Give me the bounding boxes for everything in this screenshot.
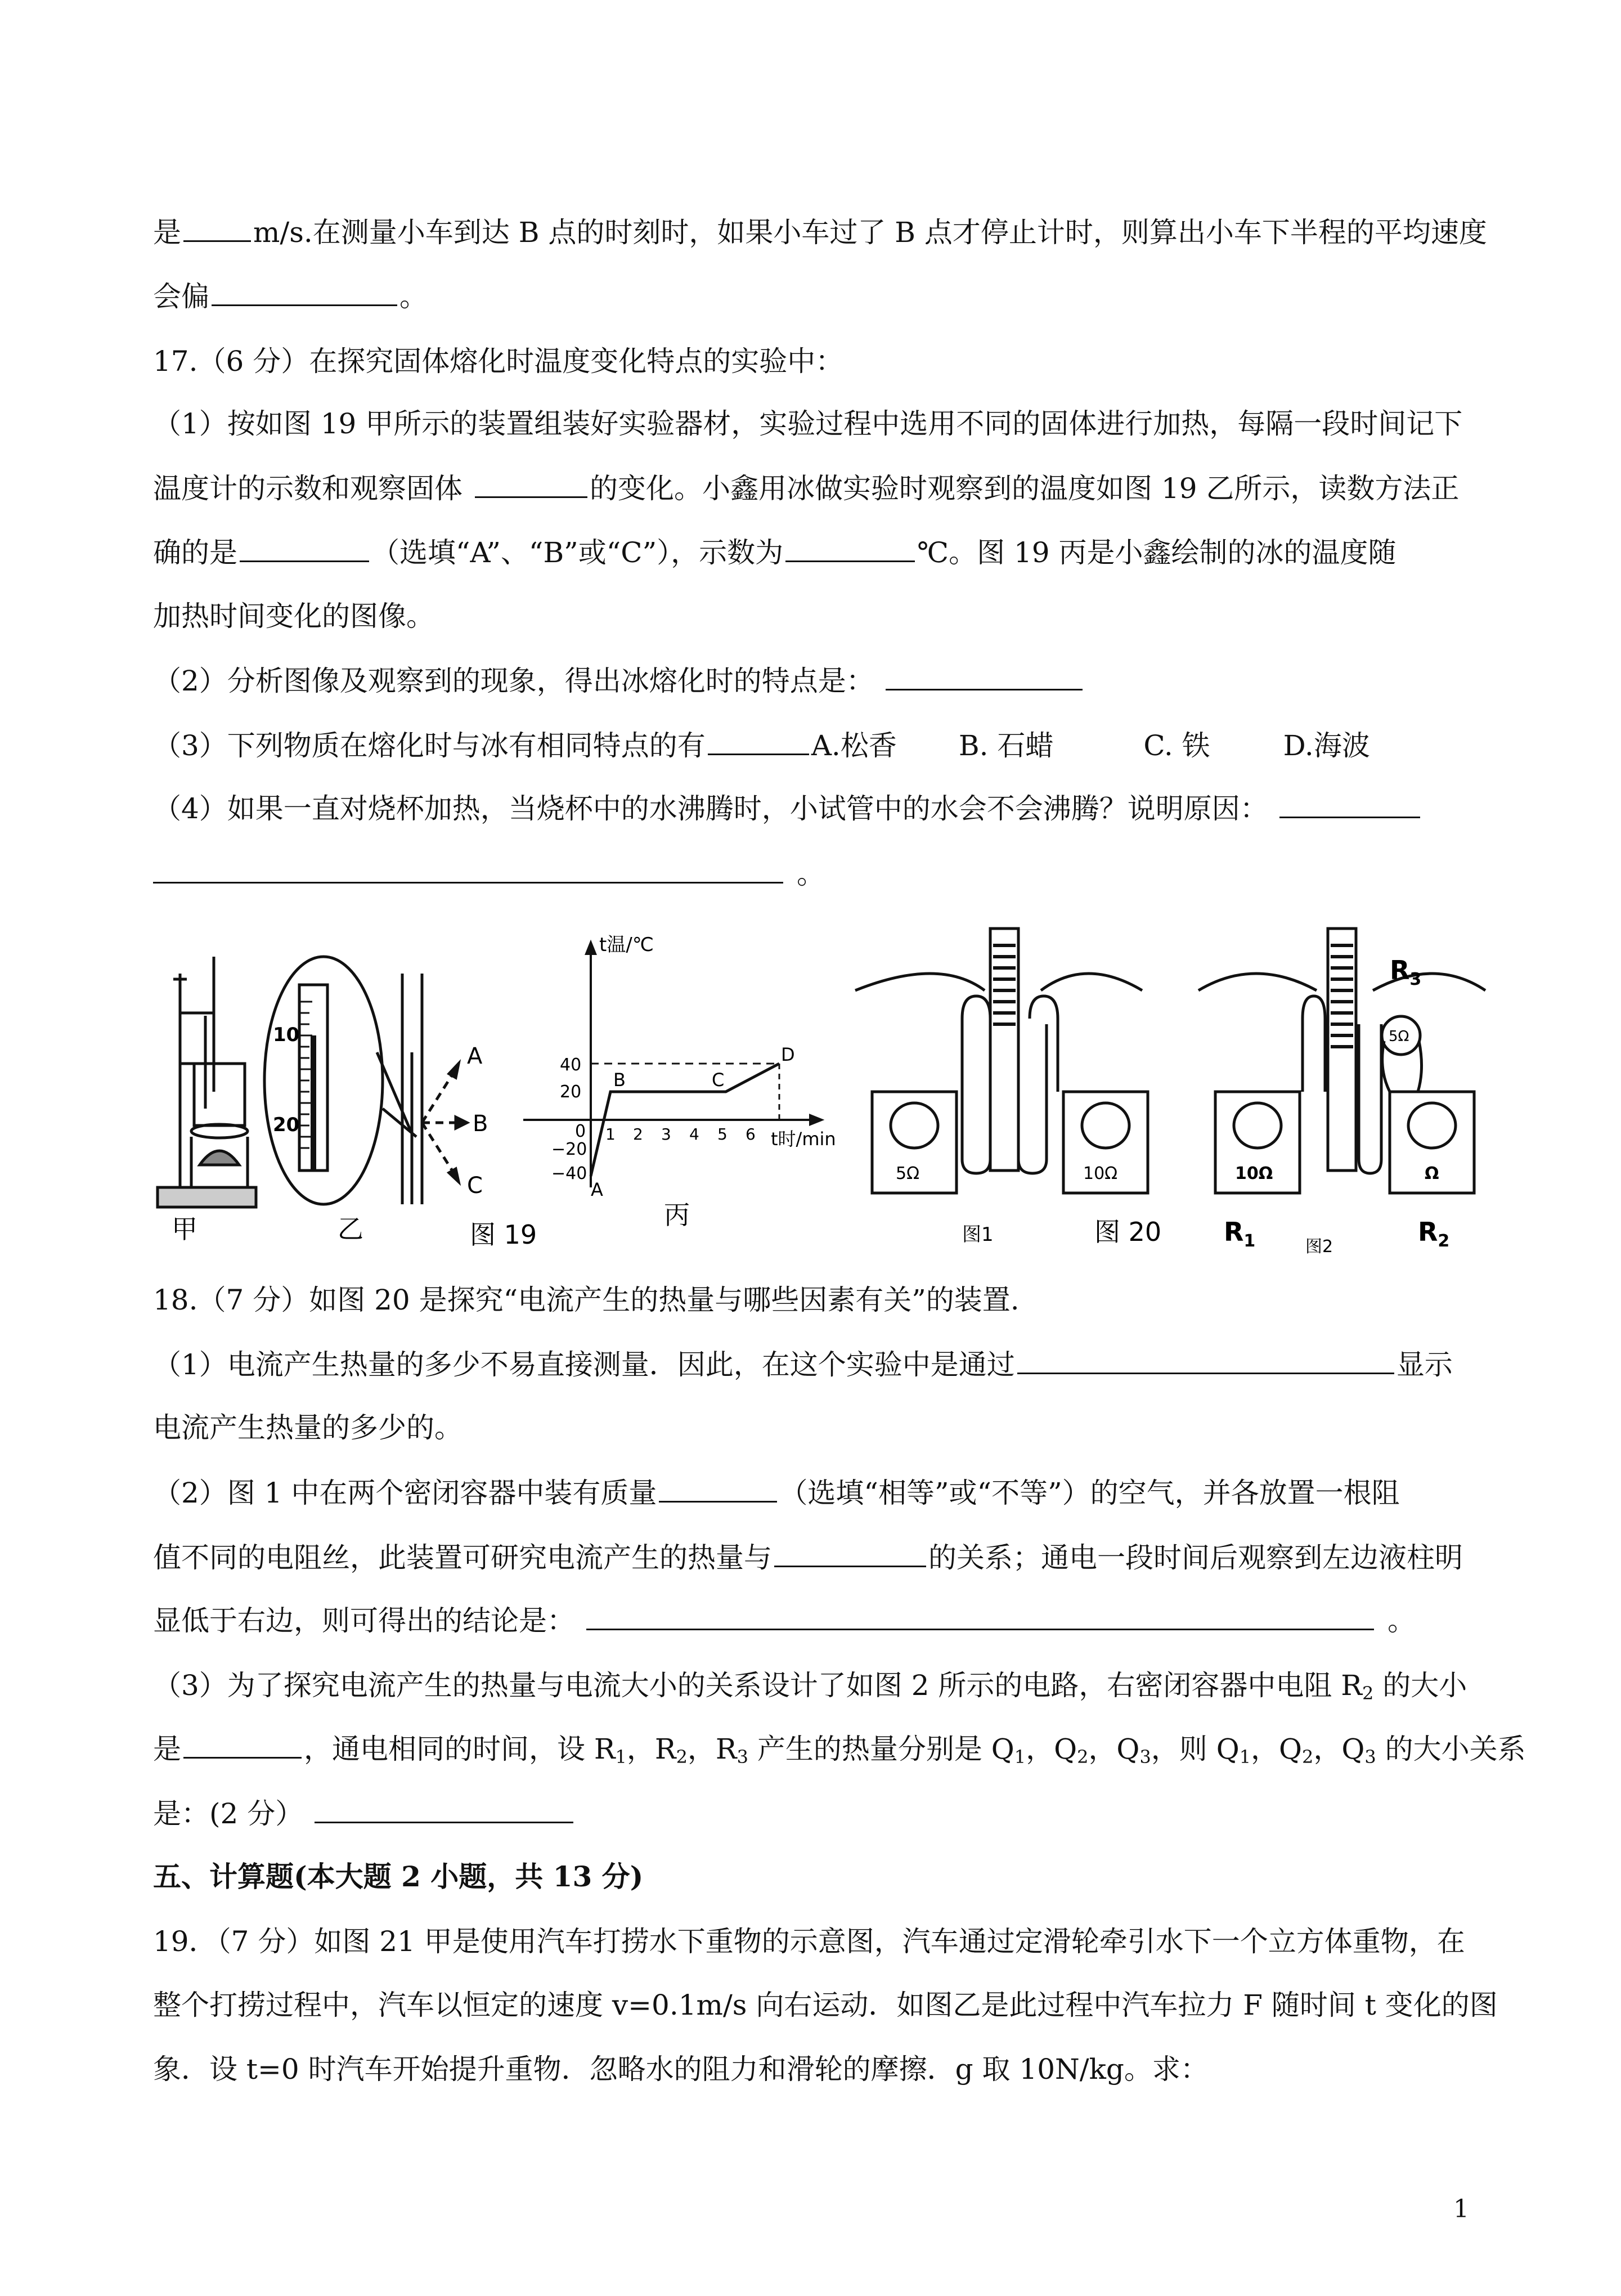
answer-blank[interactable] (153, 856, 783, 884)
text-line (153, 277, 428, 316)
thermo-label-20: 20 (273, 1114, 300, 1136)
view-label-c: C (467, 1173, 483, 1199)
fig20b-r1: $R_1$ (1224, 1217, 1256, 1251)
answer-blank[interactable] (315, 1796, 573, 1823)
section-heading (153, 1857, 643, 1896)
view-label-b: B (473, 1111, 488, 1137)
answer-blank[interactable] (659, 1475, 777, 1503)
answer-blank[interactable] (708, 728, 809, 755)
question-17 (153, 342, 843, 381)
subscript: 1 (1014, 1746, 1026, 1768)
fig20-caption: 图 20 (1094, 1217, 1162, 1247)
heating-apparatus (158, 957, 256, 1207)
graph-point-d: D (781, 1044, 795, 1065)
answer-blank[interactable] (240, 535, 369, 562)
subscript: 2 (1302, 1746, 1314, 1768)
text-line (153, 854, 825, 894)
text: （2）图 1 中在两个密闭容器中装有质量 (153, 1477, 657, 1509)
text-line (153, 597, 434, 636)
text: 显低于右边，则可得出的结论是： (153, 1604, 575, 1637)
question-19 (153, 1922, 1465, 1961)
answer-blank[interactable] (886, 663, 1083, 690)
text: （4）如果一直对烧杯加热，当烧杯中的水沸腾时，小试管中的水会不会沸腾？说明原因： (153, 792, 1268, 825)
fig20b-r2: $R_2$ (1418, 1217, 1450, 1251)
fig20b-r3: $R_3$ (1390, 955, 1422, 989)
text: 产生的热量分别是 Q (748, 1733, 1014, 1765)
text: （选填“相等”或“不等”）的空气，并各放置一根阻 (779, 1477, 1400, 1509)
answer-blank[interactable] (586, 1603, 1374, 1630)
text: 的大小关系 (1376, 1733, 1526, 1765)
text: 的变化。小鑫用冰做实验时观察到的温度如图 19 乙所示，读数方法正 (590, 472, 1460, 505)
text: 会偏 (153, 280, 209, 313)
answer-blank[interactable] (774, 1540, 926, 1567)
subscript: 3 (1139, 1746, 1151, 1768)
subscript: 2 (1077, 1746, 1089, 1768)
text: 。 (797, 858, 825, 890)
text: 18.（7 分）如图 20 是探究“电流产生的热量与哪些因素有关”的装置. (153, 1284, 1020, 1316)
text-line (153, 1345, 1453, 1384)
text-line (153, 533, 1396, 572)
text: 电流产生热量的多少的。 (153, 1411, 462, 1444)
answer-blank[interactable] (475, 470, 587, 498)
graph-point-c: C (712, 1069, 725, 1091)
graph-point-b: B (613, 1069, 626, 1091)
text-line (153, 661, 1085, 701)
figures-row (152, 923, 1491, 1272)
subscript: 2 (1362, 1683, 1374, 1704)
text: 显示 (1396, 1348, 1453, 1381)
fig19-jia-label: 甲 (172, 1214, 197, 1244)
thermometer-view (264, 957, 467, 1204)
graph-yn40: −40 (551, 1164, 587, 1183)
text: ，则 Q (1151, 1733, 1240, 1765)
option-c: C. 铁 (1143, 729, 1210, 762)
graph-tick-1: 1 (605, 1125, 616, 1143)
fig20-r-left: 5Ω (896, 1164, 920, 1183)
text: （1）按如图 19 甲所示的装置组装好实验器材，实验过程中选用不同的固体进行加热，每隔一段时间记下 (153, 407, 1463, 440)
answer-blank[interactable] (1279, 791, 1420, 818)
graph-tick-4: 4 (689, 1125, 699, 1143)
fig19-bing-label: 丙 (664, 1200, 690, 1230)
fig20b-r3-value: 5Ω (1389, 1028, 1409, 1045)
view-label-a: A (467, 1043, 483, 1069)
text: ，Q (1088, 1733, 1140, 1765)
text: ，R (626, 1733, 676, 1765)
text: 值不同的电阻丝，此装置可研究电流产生的热量与 (153, 1541, 772, 1574)
text: ，通电相同的时间，设 R (304, 1733, 616, 1765)
graph-tick-5: 5 (717, 1125, 728, 1143)
fig19-yi-label: 乙 (338, 1214, 363, 1244)
text: ℃。图 19 丙是小鑫绘制的冰的温度随 (917, 536, 1397, 569)
option-d: D.海波 (1283, 729, 1370, 762)
text-line (153, 1538, 1463, 1577)
text: （3）下列物质在熔化时与冰有相同特点的有 (153, 729, 706, 762)
text-line (153, 1729, 1526, 1777)
text: ，Q (1026, 1733, 1077, 1765)
subscript: 1 (615, 1746, 627, 1768)
text-line (153, 1794, 576, 1833)
option-b: B. 石蜡 (958, 729, 1054, 762)
text-line (153, 213, 1487, 252)
thermo-label-10: 10 (273, 1024, 300, 1046)
text: （2）分析图像及观察到的现象，得出冰熔化时的特点是： (153, 665, 874, 697)
text: 是 (153, 216, 181, 249)
answer-blank[interactable] (183, 1731, 302, 1759)
answer-blank[interactable] (183, 214, 251, 242)
text-line (153, 1601, 1416, 1640)
text: 的大小 (1373, 1669, 1467, 1702)
text: 五、计算题(本大题 2 小题，共 13 分) (153, 1860, 644, 1893)
text-line (153, 1666, 1467, 1713)
graph-tick-2: 2 (633, 1125, 643, 1143)
fig20-r-right: 10Ω (1083, 1164, 1118, 1183)
text-line (153, 404, 1462, 443)
fig20b-r-right: Ω (1425, 1164, 1439, 1183)
page-number: 1 (1453, 2195, 1469, 2223)
graph-yn20: −20 (551, 1140, 587, 1159)
text: 是 (153, 1733, 181, 1765)
text: 17.（6 分）在探究固体熔化时温度变化特点的实验中： (153, 345, 844, 378)
subscript: 2 (676, 1746, 688, 1768)
text-line (153, 2050, 1209, 2089)
text: 。 (1387, 1604, 1416, 1637)
fig20-sub1: 图1 (962, 1223, 994, 1246)
text: （1）电流产生热量的多少不易直接测量．因此，在这个实验中是通过 (153, 1348, 1015, 1381)
graph-tick-3: 3 (661, 1125, 671, 1143)
text: 。 (399, 280, 428, 313)
graph-xlabel: t时/min (771, 1128, 836, 1150)
text: （选填“A”、“B”或“C”），示数为 (371, 536, 784, 569)
graph-y20: 20 (560, 1082, 582, 1102)
text: （3）为了探究电流产生的热量与电流大小的关系设计了如图 2 所示的电路，右密闭容器中电阻 R (153, 1669, 1362, 1702)
text: 是：(2 分） (153, 1797, 304, 1830)
graph-y40: 40 (560, 1055, 582, 1075)
subscript: 3 (737, 1746, 748, 1768)
fig19-caption: 图 19 (470, 1219, 537, 1250)
graph-point-a: A (591, 1179, 603, 1200)
text: 整个打捞过程中，汽车以恒定的速度 v=0.1m/s 向右运动．如图乙是此过程中汽车拉力 F 随时间 t 变化的图 (153, 1989, 1498, 2021)
text: ，Q (1251, 1733, 1303, 1765)
text-line (153, 1985, 1498, 2025)
text-line (153, 789, 1422, 828)
text: 确的是 (153, 536, 237, 569)
text: 加热时间变化的图像。 (153, 600, 434, 633)
answer-blank[interactable] (1017, 1347, 1394, 1374)
text: m/s.在测量小车到达 B 点的时刻时，如果小车过了 B 点才停止计时，则算出小车下半程的平均速度 (253, 216, 1487, 249)
subscript: 1 (1239, 1746, 1251, 1768)
graph-ylabel: t温/℃ (599, 934, 654, 956)
fig20b-r-left: 10Ω (1235, 1164, 1273, 1183)
text: 19．（7 分）如图 21 甲是使用汽车打捞水下重物的示意图，汽车通过定滑轮牵引水下一个立方体重物，在 (153, 1925, 1465, 1958)
text: ，Q (1313, 1733, 1365, 1765)
text: 温度计的示数和观察固体 (153, 472, 462, 505)
heat-apparatus-1 (855, 929, 1148, 1193)
text: 的关系；通电一段时间后观察到左边液柱明 (928, 1541, 1463, 1574)
graph-tick-6: 6 (746, 1125, 756, 1143)
text-line (153, 1473, 1400, 1513)
text-line (153, 726, 1370, 765)
text-line (153, 469, 1459, 508)
option-a: A.松香 (811, 729, 897, 762)
text: 象．设 t=0 时汽车开始提升重物．忽略水的阻力和滑轮的摩擦．g 取 10N/kg。求： (153, 2053, 1209, 2086)
answer-blank[interactable] (785, 535, 915, 562)
graph-y0: 0 (575, 1122, 586, 1141)
subscript: 3 (1364, 1746, 1376, 1768)
text: ，R (687, 1733, 737, 1765)
question-18 (153, 1280, 1020, 1320)
text-line (153, 1408, 462, 1447)
fig20-sub2: 图2 (1305, 1237, 1333, 1257)
answer-blank[interactable] (212, 279, 397, 306)
heat-apparatus-2 (1198, 929, 1485, 1193)
